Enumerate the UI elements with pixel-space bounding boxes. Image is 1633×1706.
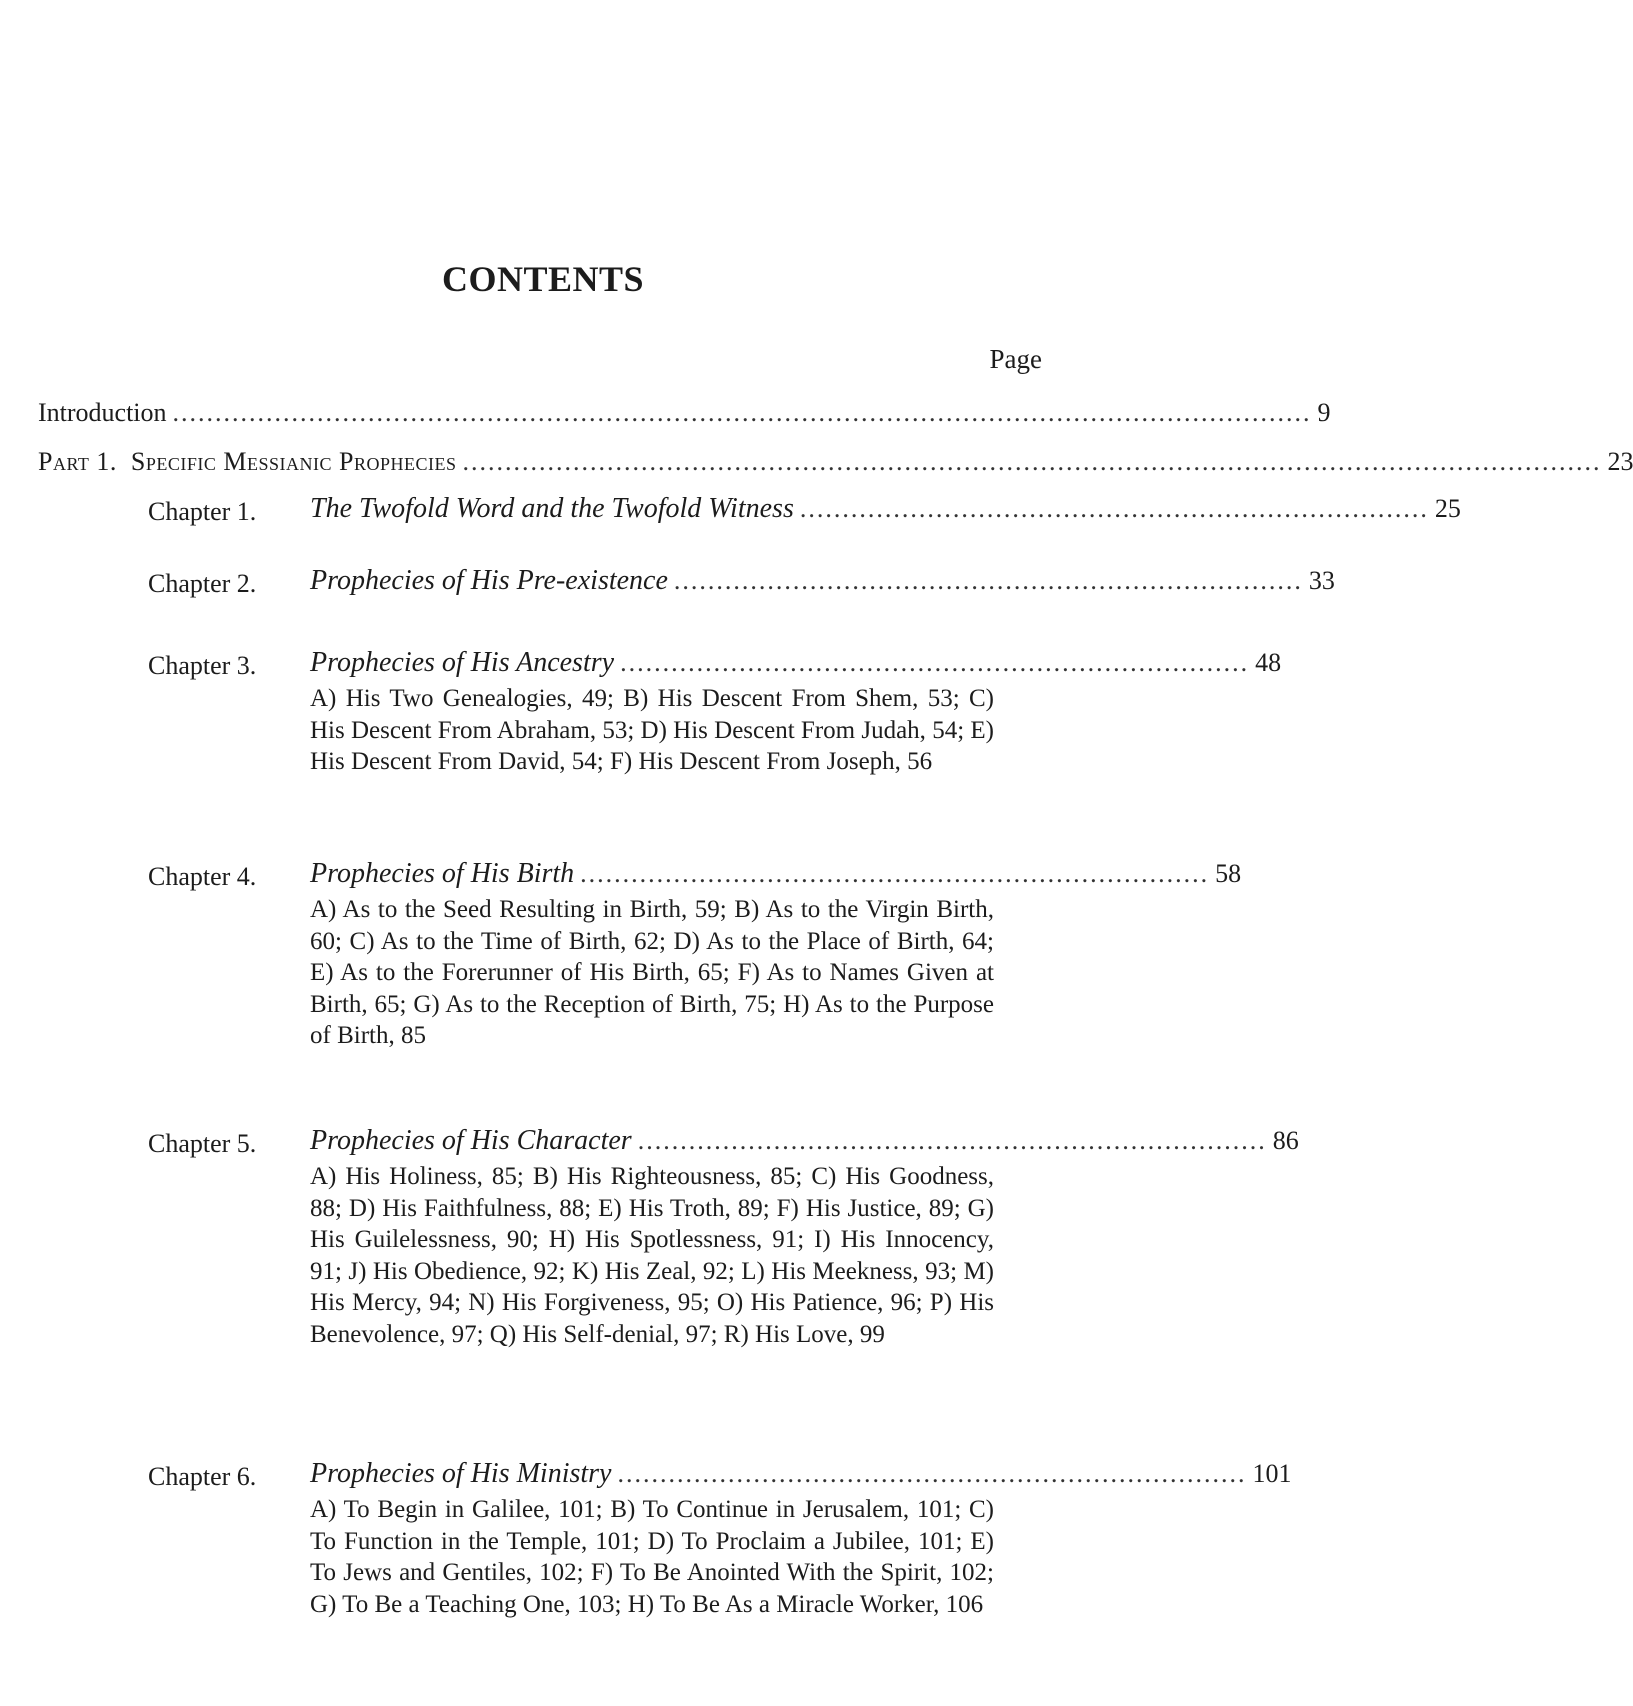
chapter-title: Prophecies of His Ancestry: [310, 647, 615, 678]
toc-page-number: 33: [1308, 566, 1335, 595]
leader-dots: ......................................................................................................................................: [172, 398, 1312, 427]
toc-entry-part-1[interactable]: [38, 447, 1633, 477]
leader-dots: ......................................................................................................................................: [462, 447, 1602, 476]
toc-page-number: 48: [1255, 648, 1282, 677]
chapter-title: Prophecies of His Pre-existence: [310, 565, 668, 596]
toc-page-number: 101: [1252, 1459, 1292, 1488]
chapter-label: Chapter 2.: [148, 569, 257, 598]
leader-dots: ..........................................................................: [799, 494, 1429, 523]
page-title: CONTENTS: [441, 259, 645, 299]
leader-dots: ..........................................................................: [620, 648, 1250, 677]
toc-page-number: 9: [1317, 398, 1331, 427]
toc-page-number: 25: [1434, 494, 1461, 523]
toc-page-number: 58: [1215, 859, 1242, 888]
chapter-subsections: A) As to the Seed Resulting in Birth, 59; B) As to the Virgin Birth, 60; C) As to the Time of Birth, 62; D) As to the Place of Birth, 64; E) As to the Forerunner of His Birth, 65; F) As to Names Given at Birth, 65; G) As to the Reception of Birth, 75; H) As to the Purpose of Birth, 85: [310, 896, 994, 1049]
toc-entry-title: Introduction: [38, 398, 167, 427]
chapter-label: Chapter 6.: [148, 1462, 257, 1491]
toc-entry-chapter-6[interactable]: [310, 1458, 1292, 1490]
chapter-label: Chapter 1.: [148, 497, 257, 526]
toc-entry-chapter-2[interactable]: [310, 565, 1335, 597]
chapter-subsections: A) His Two Genealogies, 49; B) His Descent From Shem, 53; C) His Descent From Abraham, 53; D) His Descent From Judah, 54; E) His Descent From David, 54; F) His Descent From Joseph, 56: [310, 685, 994, 775]
chapter-label: Chapter 4.: [148, 862, 257, 891]
chapter-title: The Twofold Word and the Twofold Witness: [310, 493, 794, 524]
leader-dots: ..........................................................................: [673, 566, 1303, 595]
chapter-title: Prophecies of His Ministry: [310, 1458, 612, 1489]
leader-dots: ..........................................................................: [580, 859, 1210, 888]
leader-dots: ..........................................................................: [637, 1126, 1267, 1155]
page-column-label: Page: [989, 344, 1042, 374]
part-title: Specific Messianic Prophecies: [130, 447, 457, 476]
chapter-title: Prophecies of His Birth: [310, 858, 575, 889]
toc-entry-introduction[interactable]: [38, 398, 1331, 428]
toc-page-number: 86: [1272, 1126, 1299, 1155]
toc-page-number: 23: [1607, 447, 1633, 476]
chapter-subsections: A) To Begin in Galilee, 101; B) To Continue in Jerusalem, 101; C) To Function in the Temple, 101; D) To Proclaim a Jubilee, 101; E) To Jews and Gentiles, 102; F) To Be Anointed With the Spirit, 102; G) To Be a Teaching One, 103; H) To Be As a Miracle Worker, 106: [310, 1496, 994, 1618]
toc-entry-chapter-1[interactable]: [310, 493, 1461, 525]
chapter-subsections: A) His Holiness, 85; B) His Righteousness, 85; C) His Goodness, 88; D) His Faithfulness, 88; E) His Troth, 89; F) His Justice, 89; G) His Guilelessness, 90; H) His Spotlessness, 91; I) His Innocency, 91; J) His Obedience, 92; K) His Zeal, 92; L) His Meekness, 93; M) His Mercy, 94; N) His Forgiveness, 95; O) His Patience, 96; P) His Benevolence, 97; Q) His Self-denial, 97; R) His Love, 99: [310, 1163, 994, 1348]
chapter-title: Prophecies of His Character: [310, 1125, 632, 1156]
chapter-label: Chapter 3.: [148, 651, 257, 680]
toc-entry-chapter-4[interactable]: [310, 858, 1242, 890]
toc-entry-chapter-5[interactable]: [310, 1125, 1299, 1157]
toc-entry-chapter-3[interactable]: [310, 647, 1282, 679]
leader-dots: ..........................................................................: [617, 1459, 1247, 1488]
chapter-label: Chapter 5.: [148, 1129, 257, 1158]
part-label: Part 1.: [38, 447, 117, 476]
